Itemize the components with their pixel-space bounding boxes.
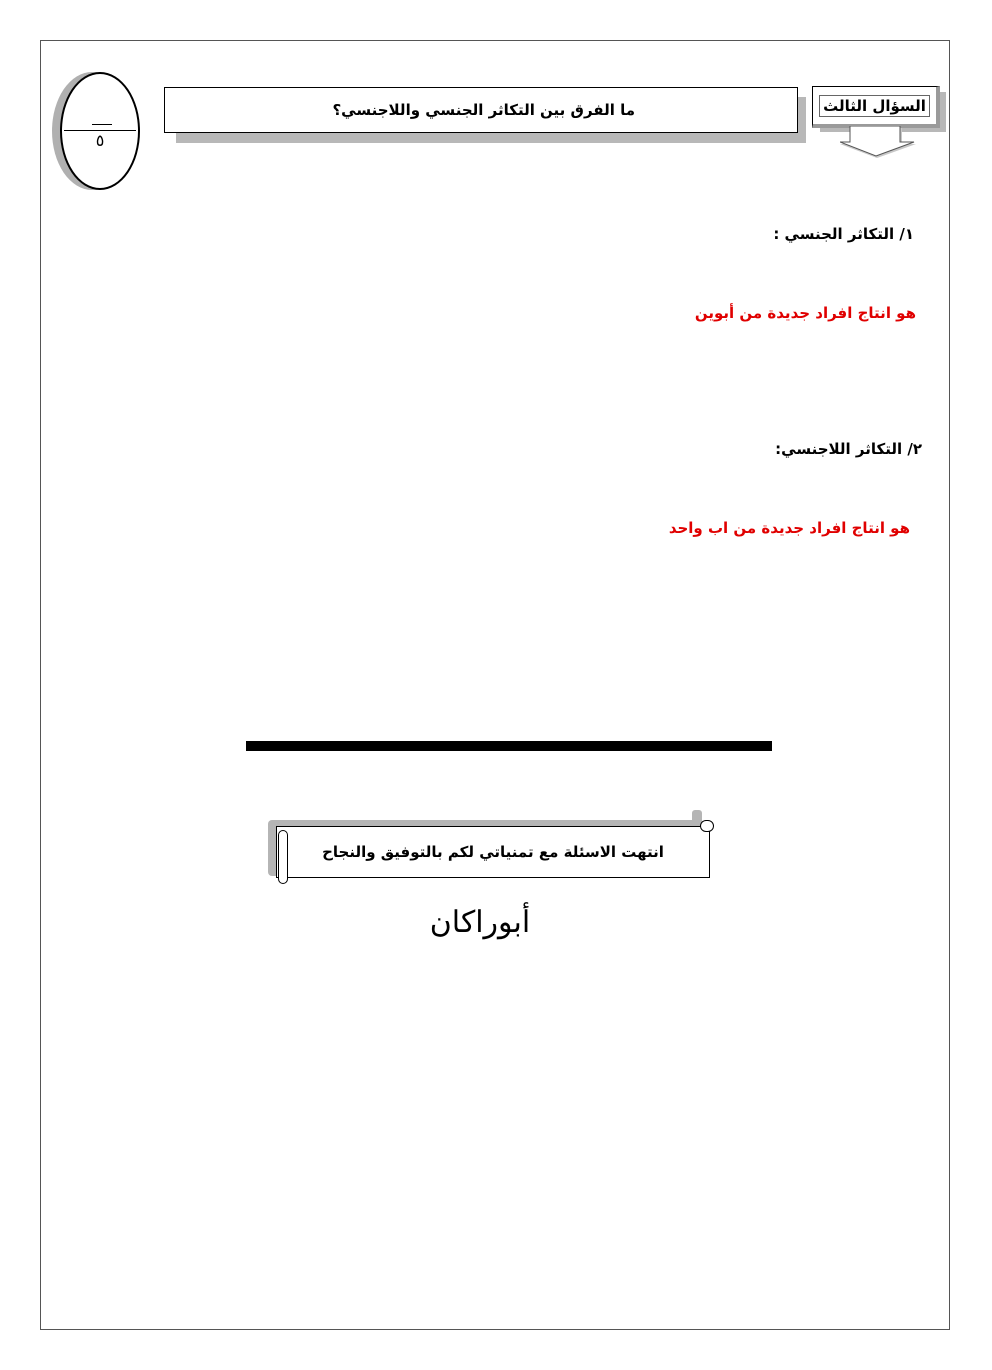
- item-2-label: ٢/ التكاثر اللاجنسي:: [775, 440, 922, 458]
- scroll-curl-right: [700, 820, 714, 832]
- closing-text: انتهت الاسئلة مع تمنياتي لكم بالتوفيق والنجاح: [322, 843, 664, 861]
- score-circle: [60, 72, 140, 190]
- item-1-answer: هو انتاج افراد جديدة من أبوين: [694, 304, 916, 322]
- signature: أبوراكان: [429, 905, 531, 940]
- scroll-banner: [276, 826, 710, 878]
- item-2-answer: هو انتاج افراد جديدة من اب واحد: [668, 519, 910, 537]
- question-label-box: [812, 86, 940, 128]
- question-box: [164, 87, 798, 133]
- scroll-curl-left: [278, 830, 288, 884]
- separator-bar: [246, 741, 772, 751]
- question-text: ما الفرق بين التكاثر الجنسي واللاجنسي؟: [332, 101, 635, 119]
- score-total: ٥: [95, 131, 105, 150]
- item-1-label: ١/ التكاثر الجنسي :: [773, 225, 914, 243]
- down-arrow-icon: [840, 126, 920, 160]
- score-mini-line: [92, 124, 112, 125]
- question-label: السؤال الثالث: [819, 95, 930, 117]
